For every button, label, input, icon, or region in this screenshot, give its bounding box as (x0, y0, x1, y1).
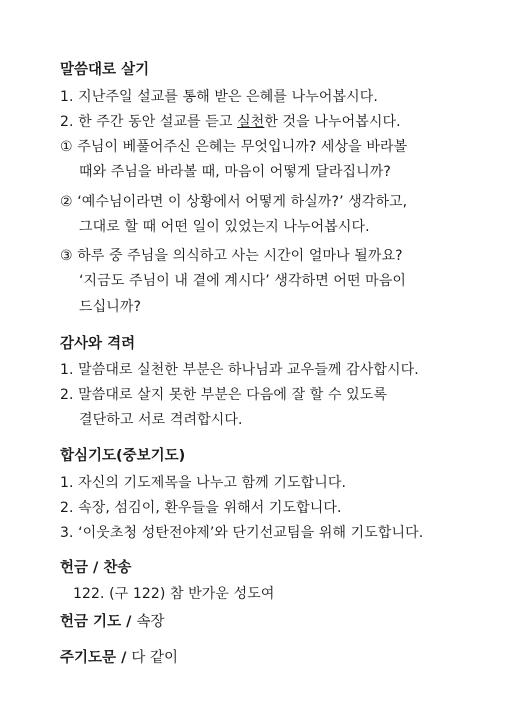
list-item: 1. 지난주일 설교를 통해 받은 은혜를 나누어봅시다. (60, 89, 378, 105)
question-item-continuation: 드십니까? (79, 299, 142, 315)
question-item-continuation: 때와 주님을 바라볼 때, 마음이 어떻게 달라집니까? (79, 164, 391, 180)
section-title-offering-hymn: 헌금 / 찬송 (60, 560, 132, 576)
list-item-text: 한 것을 나누어봅시다. (264, 114, 401, 130)
list-item: 1. 말씀대로 실천한 부분은 하나님과 교우들께 감사합시다. (60, 362, 419, 378)
section-title-thanks-encouragement: 감사와 격려 (60, 336, 136, 352)
list-item: 2. 말씀대로 살지 못한 부분은 다음에 잘 할 수 있도록 (60, 387, 387, 403)
list-item: 3. ‘이웃초청 성탄전야제’와 단기선교팀을 위해 기도합니다. (60, 525, 424, 541)
heading-value: 속장 (136, 614, 165, 630)
underlined-word: 실천 (237, 114, 265, 130)
section-title-prayer: 합심기도(중보기도) (60, 448, 186, 464)
question-item: ② ‘예수님이라면 이 상황에서 어떻게 하실까?’ 생각하고, (60, 194, 408, 210)
list-item (60, 111, 401, 131)
list-item: 2. 속장, 섬김이, 환우들을 위해서 기도합니다. (60, 500, 342, 516)
section-title-offering-prayer (60, 610, 164, 631)
section-title-lords-prayer (60, 646, 178, 667)
heading-label: 헌금 기도 / (60, 614, 137, 630)
heading-label: 주기도문 / (60, 650, 132, 666)
section-title-living-by-word: 말씀대로 살기 (60, 62, 150, 78)
question-item: ③ 하루 중 주님을 의식하고 사는 시간이 얼마나 될까요? (60, 248, 403, 264)
question-item: ① 주님이 베풀어주신 은혜는 무엇입니까? 세상을 바라볼 (60, 139, 408, 155)
question-item-continuation: 그대로 할 때 어떤 일이 있었는지 나누어봅시다. (79, 219, 370, 235)
list-item-text: 2. 한 주간 동안 설교를 듣고 (60, 114, 238, 130)
list-item-continuation: 결단하고 서로 격려합시다. (79, 412, 243, 428)
heading-value: 다 같이 (131, 650, 179, 666)
list-item: 1. 자신의 기도제목을 나누고 함께 기도합니다. (60, 475, 347, 491)
hymn-entry: 122. (구 122) 참 반가운 성도여 (73, 586, 275, 602)
question-item-continuation: ‘지금도 주님이 내 곁에 계시다’ 생각하면 어떤 마음이 (79, 273, 407, 289)
